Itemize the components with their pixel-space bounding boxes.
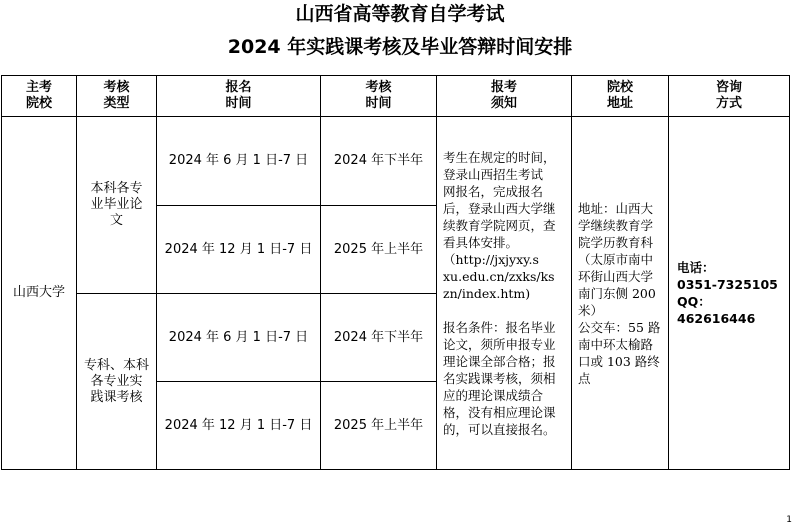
header-school: 主考 院校 xyxy=(2,76,77,117)
phone-label: 电话： xyxy=(677,260,715,275)
register-time-cell: 2024 年 12 月 1 日-7 日 xyxy=(157,382,321,470)
exam-time-cell: 2025 年上半年 xyxy=(321,206,437,294)
header-exam-time: 考核 时间 xyxy=(321,76,437,117)
type-thesis: 本科各专 业毕业论 文 xyxy=(77,117,157,294)
qq-number: QQ： 462616446 xyxy=(677,294,756,326)
header-contact: 咨询 方式 xyxy=(669,76,790,117)
table-row xyxy=(2,117,790,206)
exam-time-cell: 2024 年下半年 xyxy=(321,294,437,382)
schedule-table xyxy=(1,75,790,470)
header-row xyxy=(2,76,790,117)
register-time-cell: 2024 年 6 月 1 日-7 日 xyxy=(157,294,321,382)
document-title: 山西省高等教育自学考试 xyxy=(295,3,505,25)
school-cell: 山西大学 xyxy=(2,117,77,470)
notice-cell: 考生在规定的时间， 登录山西招生考试 网报名，完成报名 后，登录山西大学继 续教育学院网页，查 看具体安排。 （http://jxjyxy.s xu.edu.cn/zxks/ks zn/index.htm) 报名条件：报名毕业 论文，须所申报专业 理论课全部合格；报 名实践课考核，须相 应的理论课成绩合 格，没有相应理论课 的，可以直接报名。 xyxy=(437,117,572,470)
phone-number: 0351-7325105 xyxy=(677,277,778,292)
exam-time-cell: 2024 年下半年 xyxy=(321,117,437,206)
header-address: 院校 地址 xyxy=(572,76,669,117)
exam-time-cell: 2025 年上半年 xyxy=(321,382,437,470)
register-time-cell: 2024 年 6 月 1 日-7 日 xyxy=(157,117,321,206)
header-exam-type: 考核 类型 xyxy=(77,76,157,117)
page-number: 1 xyxy=(786,515,792,525)
register-time-cell: 2024 年 12 月 1 日-7 日 xyxy=(157,206,321,294)
contact-cell xyxy=(669,117,790,470)
type-practice: 专科、本科 各专业实 践课考核 xyxy=(77,294,157,470)
address-cell: 地址：山西大 学继续教育学 院学历教育科 （太原市南中 环街山西大学 南门东侧 200 米） 公交车：55 路 南中环太榆路 口或 103 路终 点 xyxy=(572,117,669,470)
document-subtitle: 2024 年实践课考核及毕业答辩时间安排 xyxy=(227,36,573,58)
header-notice: 报考 须知 xyxy=(437,76,572,117)
header-register-time: 报名 时间 xyxy=(157,76,321,117)
